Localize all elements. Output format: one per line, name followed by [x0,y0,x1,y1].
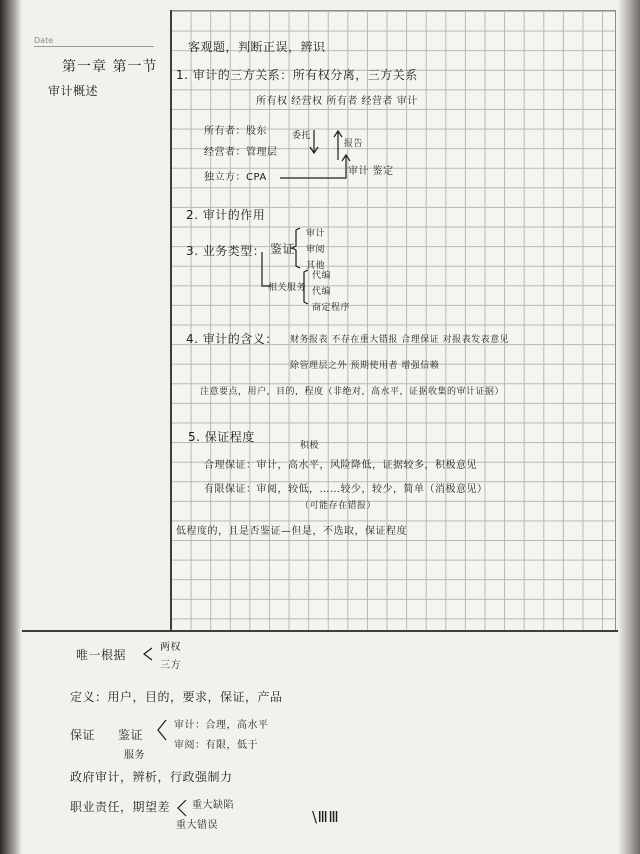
summary-line5-lead: 职业责任，期望差 [70,800,171,814]
assurance-brace [292,228,300,268]
owner-row: 所有者：股东 [204,126,267,137]
summary-line1-branch-2: 三方 [160,660,181,671]
item5-annotation: 积极 [300,441,320,451]
related-brace [304,270,308,304]
report-arrow [334,131,342,160]
item4-heading: 4. 审计的含义： [186,332,278,346]
summary-line3-service: 服务 [124,750,145,761]
summary-line5-branch-1: 重大缺陷 [192,800,234,811]
assurance-child-2: 审阅 [306,245,326,255]
manager-row: 经营者：管理层 [204,147,278,158]
item4-line3: 注意要点，用户，目的，程度（非绝对，高水平，证据收集的审计证据） [200,387,505,397]
chapter-heading: 第一章 第一节 [62,59,158,75]
assurance-label: 鉴证 [270,242,296,256]
related-services-label: 相关服务 [268,283,307,293]
summary-line3-branch-1: 审计：合理，高水平 [174,720,269,731]
summary-line1-branch-1: 两权 [160,642,181,653]
summary-line5-brace [178,800,186,816]
summary-line4: 政府审计，辨析，行政强制力 [70,770,233,784]
entrust-label: 委托 [292,131,312,141]
entrust-arrow [310,130,318,153]
summary-line3-branch-2: 审阅：有限，低于 [174,740,258,751]
date-label: Date [34,36,54,45]
item1-heading: 1. 审计的三方关系：所有权分离，三方关系 [176,68,418,82]
auditor-row: 独立方：CPA [204,172,267,183]
assurance-child-1: 审计 [306,229,326,239]
item4-line2: 除管理层之外 预期使用者 增强信赖 [290,361,440,371]
item4-line1: 财务报表 不存在重大错报 合理保证 对报表发表意见 [290,335,510,345]
related-child-1: 代编 [312,271,332,281]
summary-line1: 唯一根据 [76,648,127,662]
section-topic: 审计概述 [48,84,99,98]
limited-note: （可能存在错报） [300,501,377,511]
assurance-child-3: 其他 [306,261,326,271]
report-label: 报告 [344,139,364,149]
related-child-3: 商定程序 [312,303,351,313]
summary-line3-lead: 保证 [70,728,96,742]
tally-marks: \ⅢⅢ [312,808,340,826]
reasonable-assurance: 合理保证：审计，高水平，风险降低，证据较多，积极意见 [204,460,477,471]
limited-assurance: 有限保证：审阅，较低，……较少，较少，简单（消极意见） [204,484,488,495]
item1-subline: 所有权 经营权 所有者 经营者 审计 [256,96,418,107]
audit-arrow [280,155,350,178]
closing-note: 低程度的，且是否鉴证—但是，不选取，保证程度 [176,526,407,537]
audit-label: 审计 鉴定 [348,166,394,177]
summary-line3-assurance: 鉴证 [118,728,144,742]
summary-line3-brace [158,720,166,740]
related-child-2: 代编 [312,287,332,297]
question-types: 客观题，判断正误，辨识 [188,40,326,54]
summary-line2: 定义：用户，目的，要求，保证，产品 [70,690,283,704]
service-link [262,252,270,286]
summary-line5-branch-2: 重大错误 [176,820,218,831]
item3-heading: 3. 业务类型： [186,244,266,258]
item2-heading: 2. 审计的作用 [186,208,266,222]
item5-heading: 5. 保证程度 [188,430,255,444]
summary-line1-brace [144,648,152,660]
